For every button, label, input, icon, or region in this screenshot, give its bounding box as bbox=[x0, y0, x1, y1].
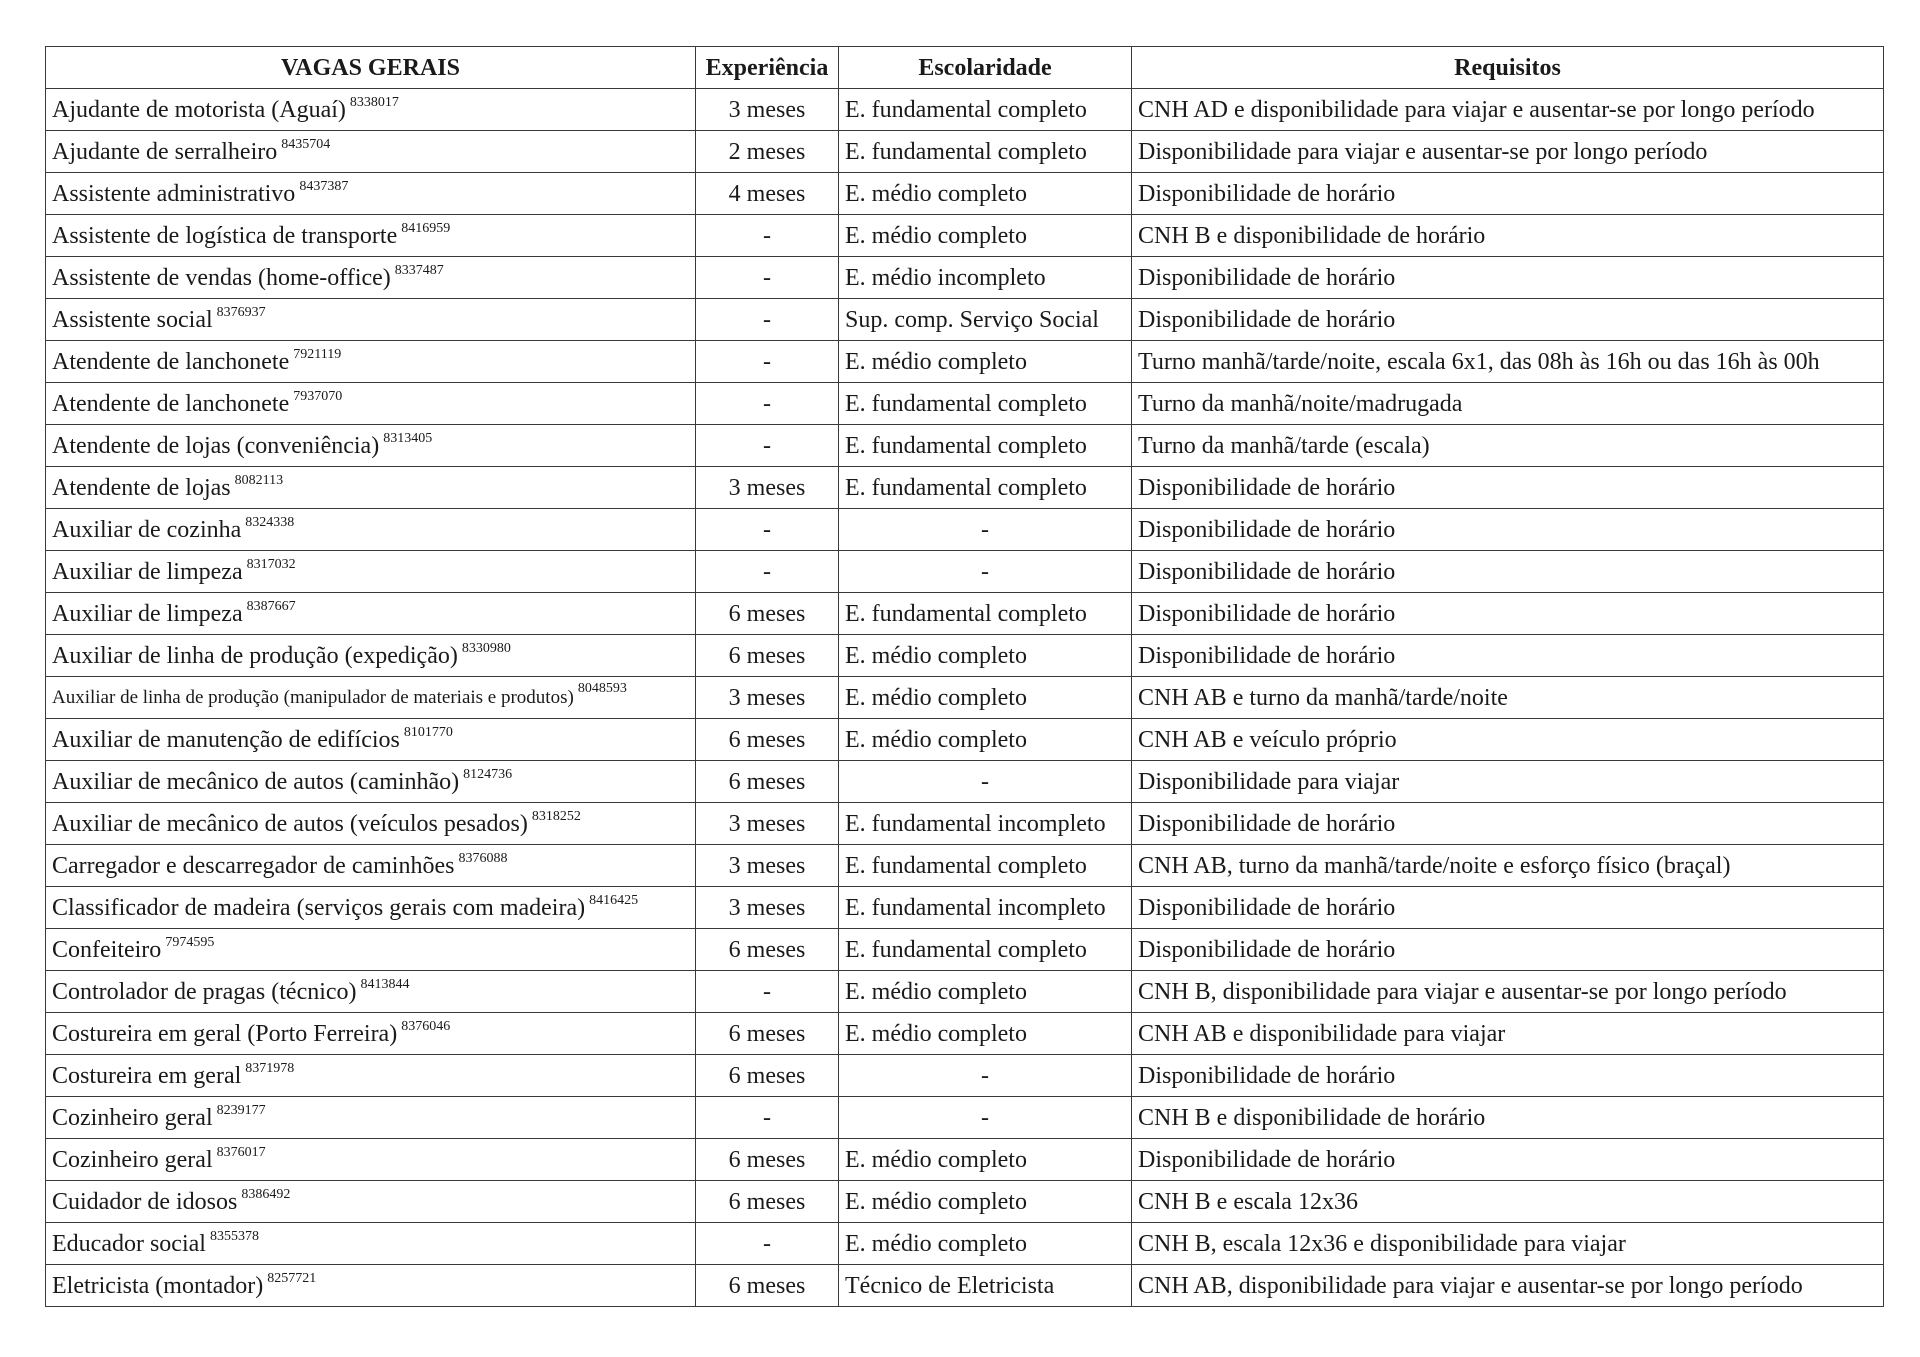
escolaridade-cell: Técnico de Eletricista bbox=[839, 1265, 1132, 1307]
job-code: 8416425 bbox=[589, 892, 639, 908]
job-title-cell bbox=[46, 257, 696, 299]
job-code: 8435704 bbox=[281, 136, 331, 152]
table-header bbox=[46, 47, 1884, 89]
table-row bbox=[46, 341, 1884, 383]
job-title: Auxiliar de limpeza bbox=[52, 558, 243, 585]
experiencia-cell: - bbox=[696, 215, 839, 257]
table-row bbox=[46, 257, 1884, 299]
job-title: Assistente de logística de transporte bbox=[52, 222, 398, 249]
escolaridade-cell: E. fundamental completo bbox=[839, 89, 1132, 131]
job-title-cell bbox=[46, 467, 696, 509]
experiencia-cell: 6 meses bbox=[696, 635, 839, 677]
job-title: Costureira em geral (Porto Ferreira) bbox=[52, 1020, 398, 1047]
requisitos-cell: CNH B e escala 12x36 bbox=[1132, 1181, 1884, 1223]
escolaridade-cell: E. fundamental incompleto bbox=[839, 887, 1132, 929]
escolaridade-cell: E. fundamental completo bbox=[839, 845, 1132, 887]
job-code: 8101770 bbox=[403, 724, 453, 740]
job-title: Educador social bbox=[52, 1230, 206, 1257]
job-code: 8437387 bbox=[299, 178, 349, 194]
job-title-cell bbox=[46, 89, 696, 131]
requisitos-cell: Disponibilidade de horário bbox=[1132, 1055, 1884, 1097]
escolaridade-cell: E. fundamental completo bbox=[839, 593, 1132, 635]
job-title-cell bbox=[46, 1265, 696, 1307]
job-title-cell bbox=[46, 677, 696, 719]
table-row bbox=[46, 719, 1884, 761]
job-title-cell bbox=[46, 1181, 696, 1223]
job-title: Assistente administrativo bbox=[52, 180, 296, 207]
experiencia-cell: 3 meses bbox=[696, 677, 839, 719]
job-title-cell bbox=[46, 509, 696, 551]
requisitos-cell: Disponibilidade de horário bbox=[1132, 257, 1884, 299]
requisitos-cell: Turno manhã/tarde/noite, escala 6x1, das 08h às 16h ou das 16h às 00h bbox=[1132, 341, 1884, 383]
requisitos-cell: CNH B, escala 12x36 e disponibilidade para viajar bbox=[1132, 1223, 1884, 1265]
experiencia-cell: 6 meses bbox=[696, 1055, 839, 1097]
job-code: 7937070 bbox=[293, 388, 343, 404]
table-row bbox=[46, 803, 1884, 845]
table-row bbox=[46, 215, 1884, 257]
job-code: 8355378 bbox=[209, 1228, 259, 1244]
table-row bbox=[46, 1181, 1884, 1223]
job-title: Auxiliar de limpeza bbox=[52, 600, 243, 627]
escolaridade-cell: E. médio completo bbox=[839, 635, 1132, 677]
escolaridade-cell: E. fundamental incompleto bbox=[839, 803, 1132, 845]
requisitos-cell: Disponibilidade de horário bbox=[1132, 551, 1884, 593]
experiencia-cell: 6 meses bbox=[696, 1139, 839, 1181]
escolaridade-cell: E. médio completo bbox=[839, 173, 1132, 215]
experiencia-cell: - bbox=[696, 383, 839, 425]
requisitos-cell: CNH AB e turno da manhã/tarde/noite bbox=[1132, 677, 1884, 719]
job-code: 8376017 bbox=[216, 1144, 266, 1160]
requisitos-cell: Disponibilidade para viajar bbox=[1132, 761, 1884, 803]
experiencia-cell: 2 meses bbox=[696, 131, 839, 173]
job-code: 8386492 bbox=[241, 1186, 291, 1202]
table-row bbox=[46, 971, 1884, 1013]
table-body bbox=[46, 89, 1884, 1307]
job-title: Atendente de lanchonete bbox=[52, 390, 290, 417]
job-title: Cozinheiro geral bbox=[52, 1146, 213, 1173]
table-row bbox=[46, 1055, 1884, 1097]
job-code: 8317032 bbox=[246, 556, 296, 572]
table-row bbox=[46, 593, 1884, 635]
job-code: 8082113 bbox=[234, 472, 284, 488]
job-title: Assistente de vendas (home-office) bbox=[52, 264, 391, 291]
job-title-cell bbox=[46, 1139, 696, 1181]
experiencia-cell: 6 meses bbox=[696, 1265, 839, 1307]
escolaridade-cell: Sup. comp. Serviço Social bbox=[839, 299, 1132, 341]
job-title: Ajudante de motorista (Aguaí) bbox=[52, 96, 346, 123]
job-code: 8376088 bbox=[458, 850, 508, 866]
job-title-cell bbox=[46, 1013, 696, 1055]
requisitos-cell: Disponibilidade de horário bbox=[1132, 1139, 1884, 1181]
job-code: 8416959 bbox=[401, 220, 451, 236]
job-title: Atendente de lojas (conveniência) bbox=[52, 432, 380, 459]
requisitos-cell: Turno da manhã/tarde (escala) bbox=[1132, 425, 1884, 467]
experiencia-cell: - bbox=[696, 425, 839, 467]
header-requisitos: Requisitos bbox=[1132, 47, 1884, 89]
escolaridade-cell: E. médio completo bbox=[839, 1013, 1132, 1055]
experiencia-cell: 6 meses bbox=[696, 1181, 839, 1223]
job-title-cell bbox=[46, 761, 696, 803]
escolaridade-cell: E. médio completo bbox=[839, 1139, 1132, 1181]
escolaridade-cell: - bbox=[839, 761, 1132, 803]
job-title: Auxiliar de cozinha bbox=[52, 516, 242, 543]
job-code: 8318252 bbox=[531, 808, 581, 824]
table-row bbox=[46, 551, 1884, 593]
experiencia-cell: - bbox=[696, 1223, 839, 1265]
experiencia-cell: 6 meses bbox=[696, 1013, 839, 1055]
job-code: 8330980 bbox=[461, 640, 511, 656]
requisitos-cell: Disponibilidade de horário bbox=[1132, 635, 1884, 677]
requisitos-cell: CNH AB, disponibilidade para viajar e ausentar-se por longo período bbox=[1132, 1265, 1884, 1307]
escolaridade-cell: E. médio completo bbox=[839, 1181, 1132, 1223]
table-row bbox=[46, 1265, 1884, 1307]
requisitos-cell: Turno da manhã/noite/madrugada bbox=[1132, 383, 1884, 425]
job-title-cell bbox=[46, 929, 696, 971]
requisitos-cell: CNH AB e veículo próprio bbox=[1132, 719, 1884, 761]
job-code: 8413844 bbox=[360, 976, 410, 992]
job-title: Atendente de lojas bbox=[52, 474, 231, 501]
job-title-cell bbox=[46, 971, 696, 1013]
job-title: Ajudante de serralheiro bbox=[52, 138, 278, 165]
job-title-cell bbox=[46, 635, 696, 677]
escolaridade-cell: E. fundamental completo bbox=[839, 425, 1132, 467]
job-code: 8376937 bbox=[216, 304, 266, 320]
job-title-cell bbox=[46, 1223, 696, 1265]
job-title-cell bbox=[46, 551, 696, 593]
job-title-cell bbox=[46, 593, 696, 635]
experiencia-cell: 3 meses bbox=[696, 887, 839, 929]
experiencia-cell: - bbox=[696, 1097, 839, 1139]
job-code: 8239177 bbox=[216, 1102, 266, 1118]
table-row bbox=[46, 383, 1884, 425]
job-code: 8124736 bbox=[463, 766, 513, 782]
requisitos-cell: Disponibilidade de horário bbox=[1132, 887, 1884, 929]
job-title: Auxiliar de mecânico de autos (caminhão) bbox=[52, 768, 460, 795]
requisitos-cell: Disponibilidade de horário bbox=[1132, 173, 1884, 215]
header-row bbox=[46, 47, 1884, 89]
escolaridade-cell: E. médio incompleto bbox=[839, 257, 1132, 299]
escolaridade-cell: E. fundamental completo bbox=[839, 383, 1132, 425]
escolaridade-cell: E. médio completo bbox=[839, 1223, 1132, 1265]
job-title-cell bbox=[46, 719, 696, 761]
job-title-cell bbox=[46, 383, 696, 425]
job-title: Cuidador de idosos bbox=[52, 1188, 238, 1215]
job-code: 8324338 bbox=[245, 514, 295, 530]
job-title-cell bbox=[46, 131, 696, 173]
escolaridade-cell: E. médio completo bbox=[839, 341, 1132, 383]
header-escolaridade: Escolaridade bbox=[839, 47, 1132, 89]
header-vagas-gerais: VAGAS GERAIS bbox=[46, 47, 696, 89]
requisitos-cell: CNH AB e disponibilidade para viajar bbox=[1132, 1013, 1884, 1055]
requisitos-cell: Disponibilidade de horário bbox=[1132, 299, 1884, 341]
table-row bbox=[46, 1013, 1884, 1055]
table-row bbox=[46, 1139, 1884, 1181]
experiencia-cell: 6 meses bbox=[696, 593, 839, 635]
table-row bbox=[46, 467, 1884, 509]
job-title-cell bbox=[46, 1055, 696, 1097]
job-code: 8387667 bbox=[246, 598, 296, 614]
experiencia-cell: - bbox=[696, 971, 839, 1013]
escolaridade-cell: - bbox=[839, 1055, 1132, 1097]
job-title-cell bbox=[46, 173, 696, 215]
job-code: 7974595 bbox=[165, 934, 215, 950]
job-title: Auxiliar de linha de produção (manipulador de materiais e produtos) bbox=[52, 687, 574, 708]
experiencia-cell: 3 meses bbox=[696, 803, 839, 845]
experiencia-cell: - bbox=[696, 551, 839, 593]
escolaridade-cell: E. médio completo bbox=[839, 677, 1132, 719]
requisitos-cell: Disponibilidade de horário bbox=[1132, 929, 1884, 971]
job-title-cell bbox=[46, 425, 696, 467]
requisitos-cell: CNH B e disponibilidade de horário bbox=[1132, 1097, 1884, 1139]
jobs-table bbox=[45, 46, 1884, 1307]
table-row bbox=[46, 929, 1884, 971]
job-code: 8257721 bbox=[267, 1270, 317, 1286]
job-title-cell bbox=[46, 803, 696, 845]
experiencia-cell: - bbox=[696, 509, 839, 551]
job-code: 8337487 bbox=[394, 262, 444, 278]
requisitos-cell: Disponibilidade de horário bbox=[1132, 509, 1884, 551]
requisitos-cell: Disponibilidade de horário bbox=[1132, 467, 1884, 509]
requisitos-cell: Disponibilidade para viajar e ausentar-se por longo período bbox=[1132, 131, 1884, 173]
table-row bbox=[46, 425, 1884, 467]
job-code: 8338017 bbox=[349, 94, 399, 110]
job-title: Assistente social bbox=[52, 306, 213, 333]
escolaridade-cell: - bbox=[839, 1097, 1132, 1139]
experiencia-cell: 6 meses bbox=[696, 929, 839, 971]
experiencia-cell: - bbox=[696, 299, 839, 341]
experiencia-cell: 6 meses bbox=[696, 719, 839, 761]
job-title: Eletricista (montador) bbox=[52, 1272, 264, 1299]
job-title: Costureira em geral bbox=[52, 1062, 242, 1089]
escolaridade-cell: - bbox=[839, 551, 1132, 593]
job-title: Carregador e descarregador de caminhões bbox=[52, 852, 455, 879]
job-title-cell bbox=[46, 341, 696, 383]
table-row bbox=[46, 299, 1884, 341]
experiencia-cell: 3 meses bbox=[696, 467, 839, 509]
job-title: Confeiteiro bbox=[52, 936, 162, 963]
table-row bbox=[46, 761, 1884, 803]
requisitos-cell: CNH B, disponibilidade para viajar e ausentar-se por longo período bbox=[1132, 971, 1884, 1013]
job-code: 8376046 bbox=[401, 1018, 451, 1034]
requisitos-cell: Disponibilidade de horário bbox=[1132, 593, 1884, 635]
table-row bbox=[46, 677, 1884, 719]
experiencia-cell: - bbox=[696, 341, 839, 383]
job-title-cell bbox=[46, 299, 696, 341]
experiencia-cell: 6 meses bbox=[696, 761, 839, 803]
job-title: Atendente de lanchonete bbox=[52, 348, 290, 375]
escolaridade-cell: E. fundamental completo bbox=[839, 467, 1132, 509]
escolaridade-cell: E. médio completo bbox=[839, 215, 1132, 257]
table-row bbox=[46, 89, 1884, 131]
experiencia-cell: 3 meses bbox=[696, 845, 839, 887]
table-row bbox=[46, 131, 1884, 173]
escolaridade-cell: E. médio completo bbox=[839, 719, 1132, 761]
job-title-cell bbox=[46, 887, 696, 929]
job-title: Auxiliar de manutenção de edifícios bbox=[52, 726, 400, 753]
job-title-cell bbox=[46, 1097, 696, 1139]
requisitos-cell: CNH AD e disponibilidade para viajar e ausentar-se por longo período bbox=[1132, 89, 1884, 131]
table-row bbox=[46, 887, 1884, 929]
job-code: 8371978 bbox=[245, 1060, 295, 1076]
table-row bbox=[46, 1097, 1884, 1139]
experiencia-cell: 3 meses bbox=[696, 89, 839, 131]
table-row bbox=[46, 509, 1884, 551]
job-title: Auxiliar de linha de produção (expedição) bbox=[52, 642, 458, 669]
job-title: Classificador de madeira (serviços gerais com madeira) bbox=[52, 894, 586, 921]
header-experiencia: Experiência bbox=[696, 47, 839, 89]
escolaridade-cell: E. fundamental completo bbox=[839, 929, 1132, 971]
escolaridade-cell: - bbox=[839, 509, 1132, 551]
table-row bbox=[46, 635, 1884, 677]
job-title-cell bbox=[46, 845, 696, 887]
escolaridade-cell: E. médio completo bbox=[839, 971, 1132, 1013]
job-code: 7921119 bbox=[293, 346, 342, 362]
job-title: Cozinheiro geral bbox=[52, 1104, 213, 1131]
table-row bbox=[46, 173, 1884, 215]
table-row bbox=[46, 1223, 1884, 1265]
job-title: Auxiliar de mecânico de autos (veículos pesados) bbox=[52, 810, 528, 837]
experiencia-cell: - bbox=[696, 257, 839, 299]
job-title: Controlador de pragas (técnico) bbox=[52, 978, 357, 1005]
job-code: 8048593 bbox=[577, 681, 627, 696]
job-title-cell bbox=[46, 215, 696, 257]
requisitos-cell: Disponibilidade de horário bbox=[1132, 803, 1884, 845]
job-code: 8313405 bbox=[383, 430, 433, 446]
requisitos-cell: CNH AB, turno da manhã/tarde/noite e esforço físico (braçal) bbox=[1132, 845, 1884, 887]
experiencia-cell: 4 meses bbox=[696, 173, 839, 215]
escolaridade-cell: E. fundamental completo bbox=[839, 131, 1132, 173]
requisitos-cell: CNH B e disponibilidade de horário bbox=[1132, 215, 1884, 257]
table-row bbox=[46, 845, 1884, 887]
